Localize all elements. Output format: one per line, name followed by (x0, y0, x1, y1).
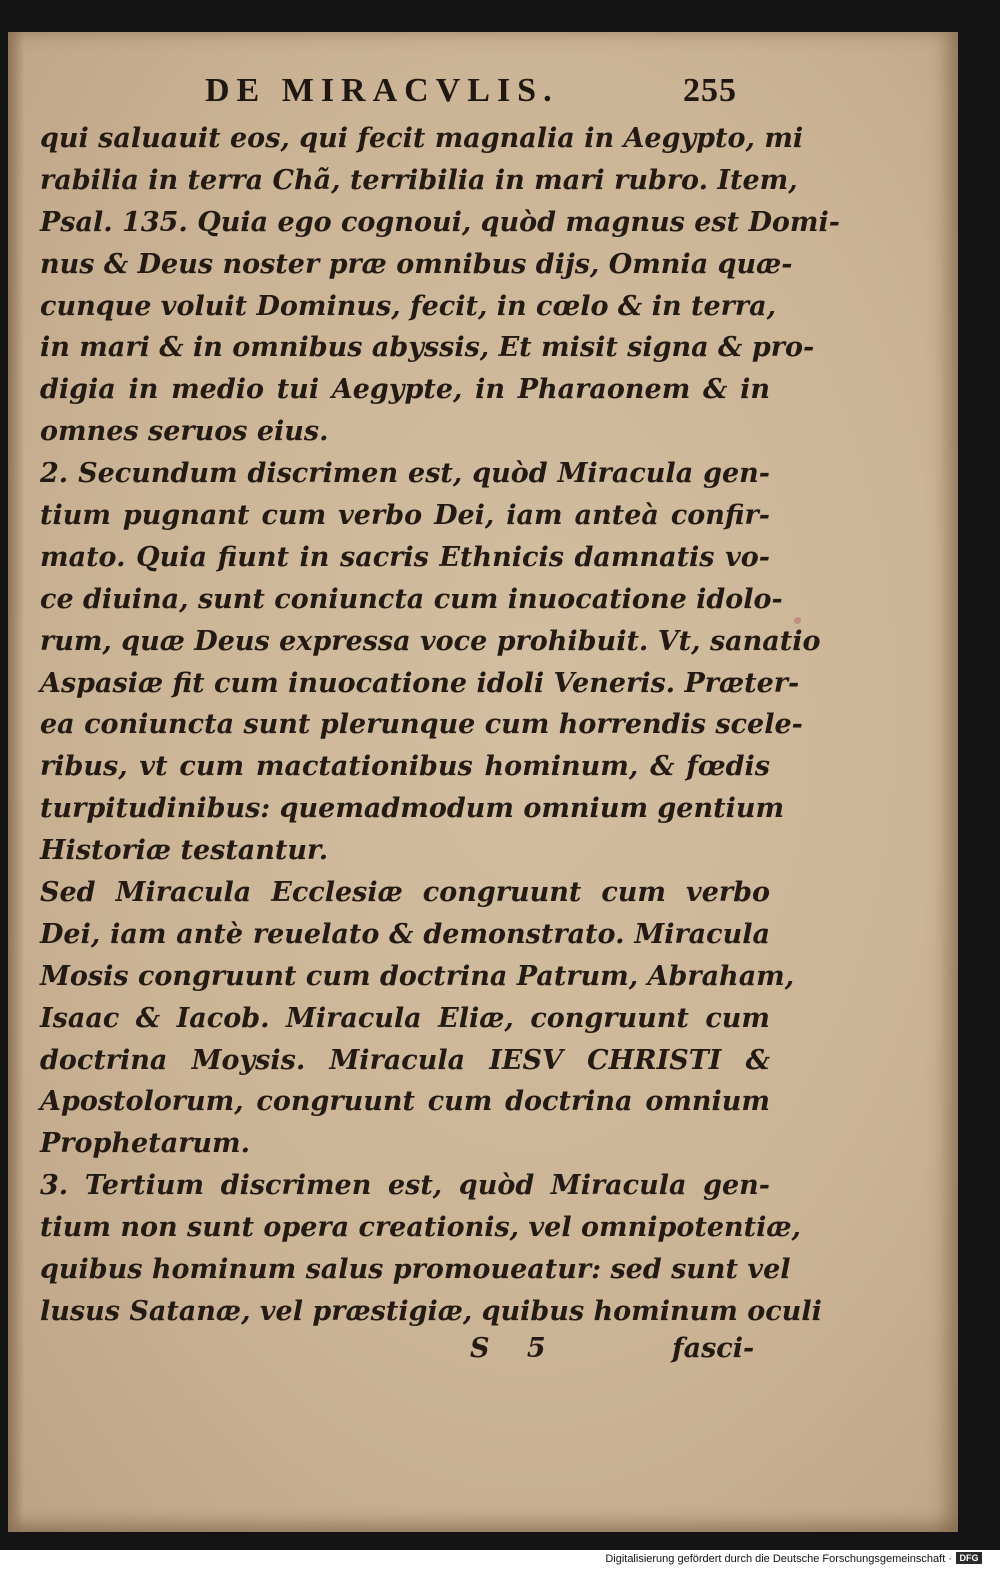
digitization-note: Digitalisierung gefördert durch die Deutsche Forschungsgemeinschaft · (605, 1553, 952, 1565)
text-line: Aspasiæ fit cum inuocatione idoli Veneris. Præter- (40, 667, 800, 699)
text-line: nus & Deus noster præ omnibus dijs, Omnia quæ- (40, 248, 793, 280)
page-gutter-shadow (8, 32, 24, 1532)
text-line: 2. Secundum discrimen est, quòd Miracula gen- (40, 458, 770, 490)
text-line: rum, quæ Deus expressa voce prohibuit. Vt, sanatio (40, 625, 821, 657)
text-line: 3. Tertium discrimen est, quòd Miracula gen- (40, 1170, 770, 1202)
text-line: lusus Satanæ, vel præstigiæ, quibus hominum oculi (40, 1295, 822, 1327)
text-line: tium pugnant cum verbo Dei, iam anteà confir- (40, 500, 770, 532)
text-line: omnes seruos eius. (40, 416, 329, 448)
body-text (40, 118, 840, 1333)
text-line: Isaac & Iacob. Miracula Eliæ, congruunt cum (40, 1002, 770, 1034)
text-line: Dei, iam antè reuelato & demonstrato. Miracula (40, 918, 770, 950)
text-line: ea coniuncta sunt plerunque cum horrendis scele- (40, 709, 803, 741)
text-line: Prophetarum. (40, 1128, 251, 1160)
dfg-logo-icon: DFG (956, 1552, 982, 1564)
text-line: qui saluauit eos, qui fecit magnalia in Aegypto, mi (40, 123, 804, 154)
text-line: doctrina Moysis. Miracula IESV CHRISTI & (40, 1044, 770, 1076)
text-line: Mosis congruunt cum doctrina Patrum, Abraham, (40, 960, 795, 992)
text-line: tium non sunt opera creationis, vel omnipotentiæ, (40, 1212, 801, 1244)
signature-mark: S 5 (470, 1333, 560, 1364)
page-number: 255 (683, 72, 737, 109)
text-line: in mari & in omnibus abyssis, Et misit signa & pro- (40, 332, 815, 364)
text-line: ribus, vt cum mactationibus hominum, & fœdis (40, 751, 770, 783)
catchword: fasci- (672, 1333, 755, 1364)
text-line: mato. Quia fiunt in sacris Ethnicis damnatis vo- (40, 541, 770, 573)
text-line: rabilia in terra Chã, terribilia in mari rubro. Item, (40, 164, 798, 196)
text-line: cunque voluit Dominus, fecit, in cœlo & in terra, (40, 290, 776, 322)
text-line: quibus hominum salus promoueatur: sed sunt vel (40, 1254, 791, 1286)
text-line: ce diuina, sunt coniuncta cum inuocatione idolo- (40, 583, 783, 615)
text-line: Psal. 135. Quia ego cognoui, quòd magnus est Domi- (40, 206, 840, 238)
text-line: digia in medio tui Aegypte, in Pharaonem & in (40, 374, 770, 406)
ink-spot (794, 617, 801, 624)
running-head: DE MIRACVLIS. (205, 72, 559, 109)
text-line: Historiæ testantur. (40, 835, 329, 867)
text-line: turpitudinibus: quemadmodum omnium gentium (40, 793, 785, 825)
text-line: Sed Miracula Ecclesiæ congruunt cum verbo (40, 877, 770, 909)
text-line: Apostolorum, congruunt cum doctrina omnium (40, 1086, 770, 1118)
